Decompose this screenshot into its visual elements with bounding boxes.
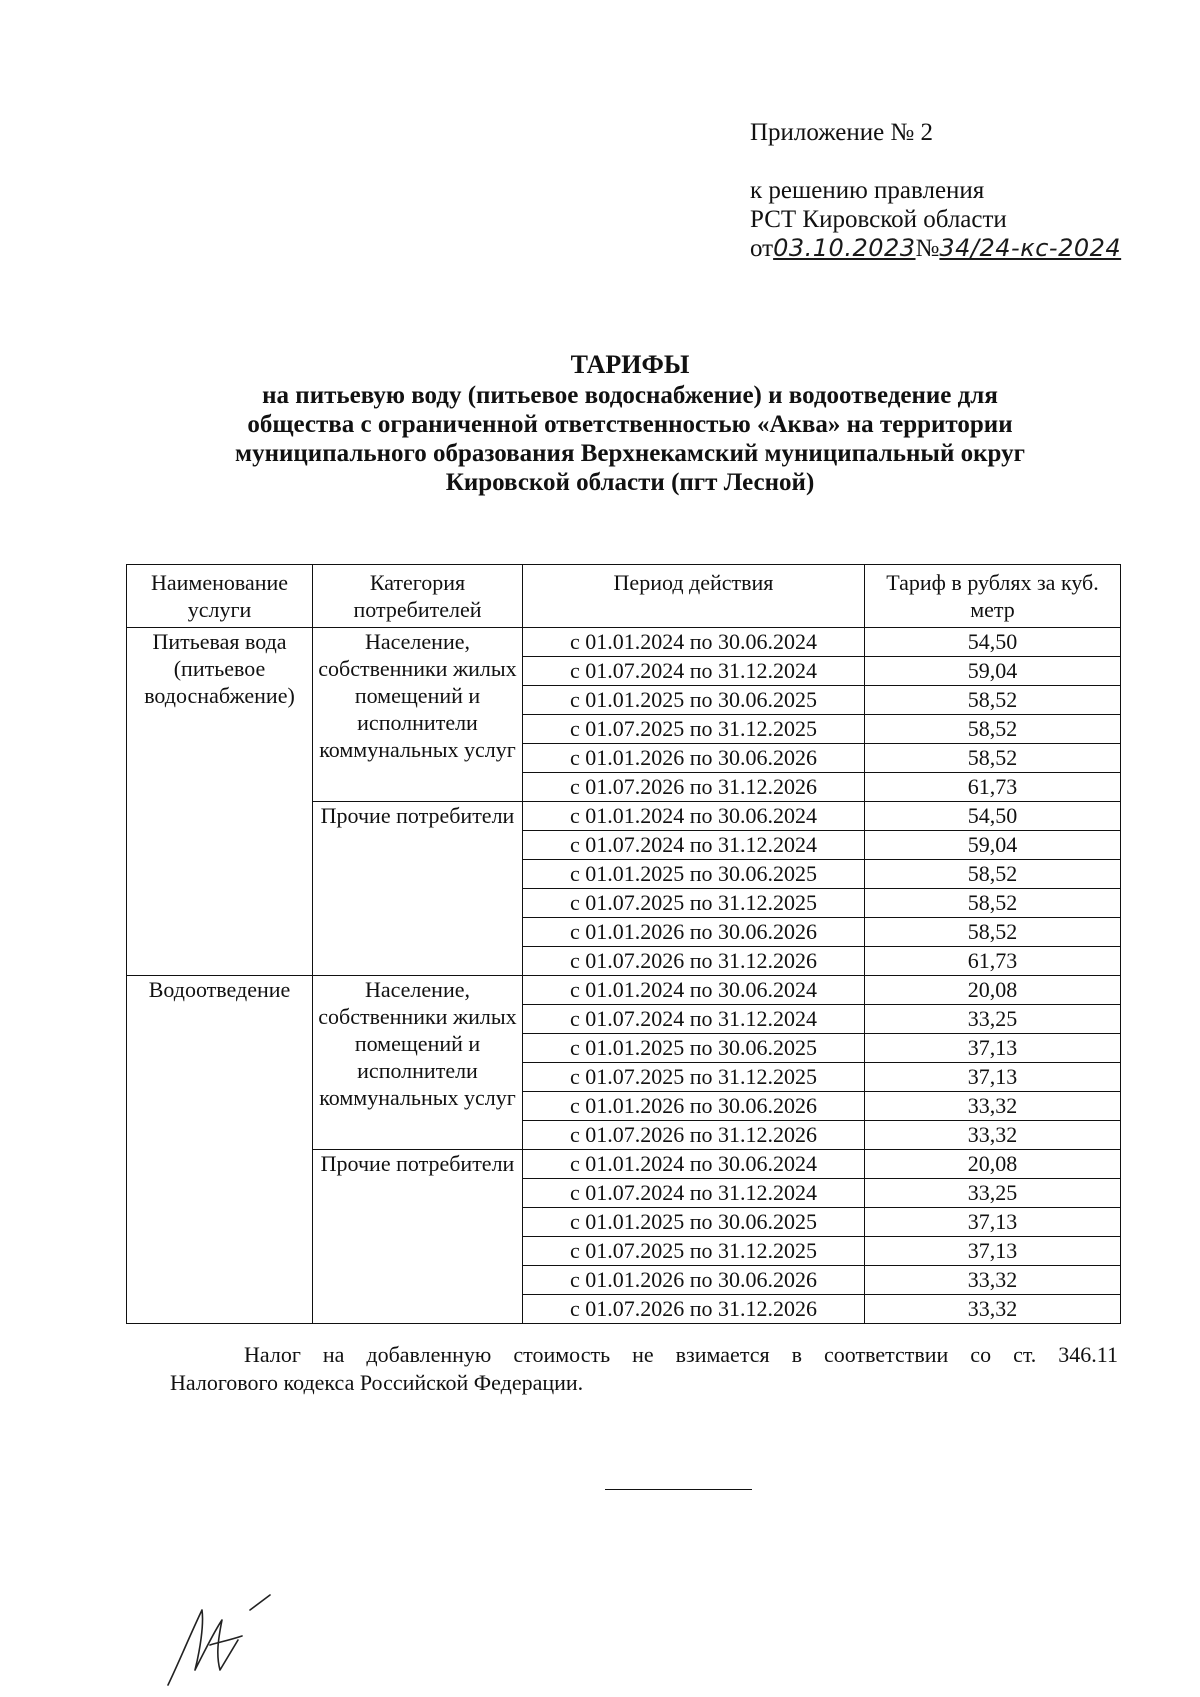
tariff-cell: 33,32: [865, 1092, 1121, 1121]
column-header: Наименование услуги: [127, 565, 313, 628]
period-cell: с 01.01.2024 по 30.06.2024: [523, 802, 865, 831]
table-header-row: [127, 565, 1121, 628]
consumer-category-cell: Прочие потребители: [313, 802, 523, 976]
period-cell: с 01.01.2024 по 30.06.2024: [523, 1150, 865, 1179]
column-header: Категория потребителей: [313, 565, 523, 628]
period-cell: с 01.07.2026 по 31.12.2026: [523, 947, 865, 976]
service-name-cell: Водоотведение: [127, 976, 313, 1324]
tariff-cell: 37,13: [865, 1208, 1121, 1237]
decision-line-1: к решению правления: [750, 177, 985, 204]
period-cell: с 01.07.2024 по 31.12.2024: [523, 831, 865, 860]
service-name-cell: Питьевая вода (питьевое водоснабжение): [127, 628, 313, 976]
vat-note-line-2: Налогового кодекса Российской Федерации.: [170, 1370, 584, 1395]
closing-divider: [605, 1489, 752, 1490]
period-cell: с 01.07.2026 по 31.12.2026: [523, 773, 865, 802]
period-cell: с 01.01.2024 по 30.06.2024: [523, 976, 865, 1005]
column-header: Тариф в рублях за куб. метр: [865, 565, 1121, 628]
table-row: [127, 628, 1121, 657]
tariff-cell: 33,32: [865, 1266, 1121, 1295]
tariff-cell: 58,52: [865, 889, 1121, 918]
period-cell: с 01.07.2024 по 31.12.2024: [523, 1005, 865, 1034]
tariff-cell: 58,52: [865, 918, 1121, 947]
period-cell: с 01.07.2024 по 31.12.2024: [523, 657, 865, 686]
number-prefix: №: [915, 235, 940, 262]
tariff-cell: 59,04: [865, 831, 1121, 860]
vat-note: [170, 1341, 1118, 1397]
period-cell: с 01.01.2025 по 30.06.2025: [523, 860, 865, 889]
tariff-cell: 37,13: [865, 1237, 1121, 1266]
tariff-cell: 33,25: [865, 1005, 1121, 1034]
period-cell: с 01.01.2026 по 30.06.2026: [523, 1266, 865, 1295]
period-cell: с 01.07.2025 по 31.12.2025: [523, 1237, 865, 1266]
consumer-category-cell: Прочие потребители: [313, 1150, 523, 1324]
period-cell: с 01.01.2025 по 30.06.2025: [523, 1034, 865, 1063]
title-line-3: муниципального образования Верхнекамский муниципальный округ: [235, 440, 1025, 467]
annex-label: Приложение № 2: [750, 119, 934, 146]
tariff-cell: 33,32: [865, 1121, 1121, 1150]
period-cell: с 01.07.2026 по 31.12.2026: [523, 1121, 865, 1150]
consumer-category-cell: Население, собственники жилых помещений и исполнители коммунальных услуг: [313, 976, 523, 1150]
title-line-4: Кировской области (пгт Лесной): [445, 469, 815, 496]
consumer-category-cell: Население, собственники жилых помещений и исполнители коммунальных услуг: [313, 628, 523, 802]
period-cell: с 01.01.2025 по 30.06.2025: [523, 686, 865, 715]
tariff-cell: 58,52: [865, 744, 1121, 773]
decision-line-2: РСТ Кировской области: [750, 206, 1007, 233]
vat-note-line-1: Налог на добавленную стоимость не взимается в соответствии со ст. 346.11: [244, 1342, 1118, 1367]
tariff-cell: 61,73: [865, 947, 1121, 976]
tariff-cell: 37,13: [865, 1063, 1121, 1092]
period-cell: с 01.07.2025 по 31.12.2025: [523, 889, 865, 918]
title-line-1: на питьевую воду (питьевое водоснабжение) и водоотведение для: [262, 382, 998, 409]
period-cell: с 01.01.2025 по 30.06.2025: [523, 1208, 865, 1237]
period-cell: с 01.07.2024 по 31.12.2024: [523, 1179, 865, 1208]
period-cell: с 01.07.2025 по 31.12.2025: [523, 1063, 865, 1092]
tariff-cell: 20,08: [865, 1150, 1121, 1179]
tariff-cell: 33,32: [865, 1295, 1121, 1324]
period-cell: с 01.01.2026 по 30.06.2026: [523, 1092, 865, 1121]
period-cell: с 01.01.2024 по 30.06.2024: [523, 628, 865, 657]
decision-date-number: [750, 234, 1121, 263]
tariff-cell: 20,08: [865, 976, 1121, 1005]
tariff-cell: 54,50: [865, 628, 1121, 657]
signature-mark: [160, 1590, 290, 1690]
tariff-cell: 58,52: [865, 715, 1121, 744]
period-cell: с 01.01.2026 по 30.06.2026: [523, 918, 865, 947]
title-main: ТАРИФЫ: [570, 350, 690, 379]
title-line-2: общества с ограниченной ответственностью «Аква» на территории: [247, 411, 1013, 438]
tariff-cell: 37,13: [865, 1034, 1121, 1063]
tariff-cell: 58,52: [865, 860, 1121, 889]
period-cell: с 01.07.2026 по 31.12.2026: [523, 1295, 865, 1324]
tariff-cell: 58,52: [865, 686, 1121, 715]
date-prefix: от: [750, 235, 774, 262]
column-header: Период действия: [523, 565, 865, 628]
tariff-cell: 59,04: [865, 657, 1121, 686]
table-row: [127, 976, 1121, 1005]
document-title: [130, 350, 1130, 497]
handwritten-number: 34/24-кс-2024: [939, 234, 1122, 262]
handwritten-date: 03.10.2023: [773, 234, 916, 262]
tariff-cell: 54,50: [865, 802, 1121, 831]
period-cell: с 01.07.2025 по 31.12.2025: [523, 715, 865, 744]
period-cell: с 01.01.2026 по 30.06.2026: [523, 744, 865, 773]
tariff-cell: 61,73: [865, 773, 1121, 802]
annex-header: [750, 118, 1121, 263]
tariff-cell: 33,25: [865, 1179, 1121, 1208]
tariffs-table: [126, 564, 1121, 1324]
